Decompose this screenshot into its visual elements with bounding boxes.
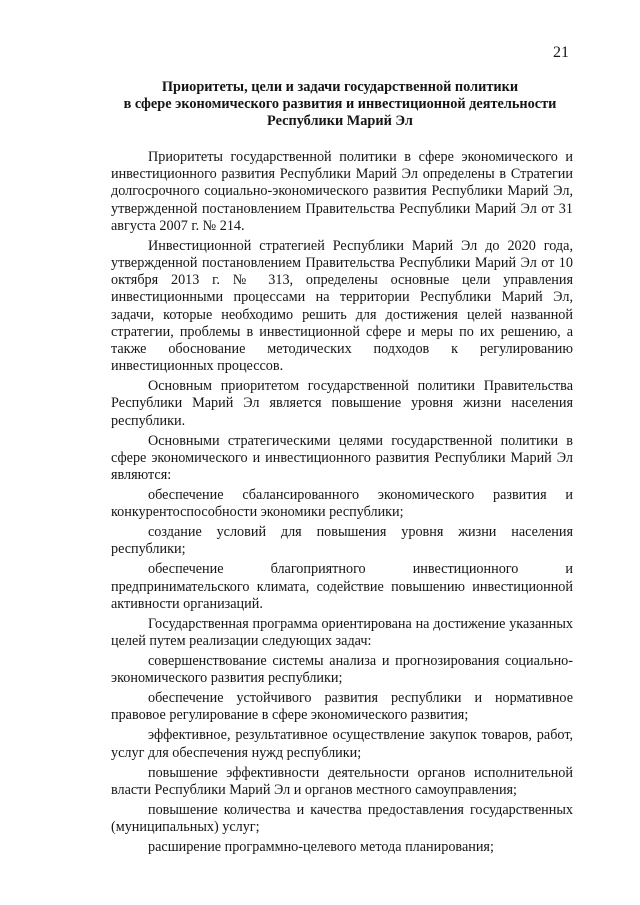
document-body [111,149,573,856]
section-heading [100,79,580,130]
task-item: расширение программно-целевого метода планирования; [148,839,494,856]
paragraph-strategic-goals: Основными стратегическими целями государственной политики в сфере экономического и инвестиционного развития Республики Марий Эл являются: [111,432,573,484]
paragraph-priorities: Приоритеты государственной политики в сфере экономического и инвестиционного развития Республики Марий Эл определены в Стратегии долгосрочного социально-экономического развития Республики Марий Эл, утвержденной постановлением Правительства Республики Марий Эл от 31 августа 2007 г. № 214. [111,149,573,234]
goal-item: обеспечение благоприятного инвестиционного и предпринимательского климата, содействие повышению инвестиционной активности организаций. [111,561,573,612]
task-item: обеспечение устойчивого развития республики и нормативное правовое регулирование в сфере экономического развития; [111,690,573,724]
task-item: повышение количества и качества предоставления государственных (муниципальных) услуг; [111,801,573,836]
heading-line-3: Республики Марий Эл [267,113,413,129]
paragraph-investment-strategy: Инвестиционной стратегией Республики Марий Эл до 2020 года, утвержденной постановлением Правительства Республики Марий Эл от 10 октября 2013 г. № 313, определены основные цели управления инвестиционными процессами на территории Республики Марий Эл, задачи, которые необходимо решить для достижения целей названной стратегии, проблемы в инвестиционной сфере и меры по их решению, а также обоснование методических подходов к регулированию инвестиционных процессов. [111,237,573,375]
page-number: 21 [553,44,569,61]
task-item: эффективное, результативное осуществление закупок товаров, работ, услуг для обеспечения нужд республики; [111,727,573,761]
goal-item: создание условий для повышения уровня жизни населения республики; [111,524,573,558]
heading-line-2: в сфере экономического развития и инвестиционной деятельности [123,96,557,112]
heading-line-1: Приоритеты, цели и задачи государственной политики [161,79,519,95]
task-item: совершенствование системы анализа и прогнозирования социально-экономического развития республики; [111,653,573,687]
task-item: повышение эффективности деятельности органов исполнительной власти Республики Марий Эл и органов местного самоуправления; [111,764,573,798]
paragraph-main-priority: Основным приоритетом государственной политики Правительства Республики Марий Эл является повышение уровня жизни населения республики. [111,378,573,429]
paragraph-program-tasks: Государственная программа ориентирована на достижение указанных целей путем реализации следующих задач: [111,615,573,650]
goal-item: обеспечение сбалансированного экономического развития и конкурентоспособности экономики республики; [111,487,573,521]
